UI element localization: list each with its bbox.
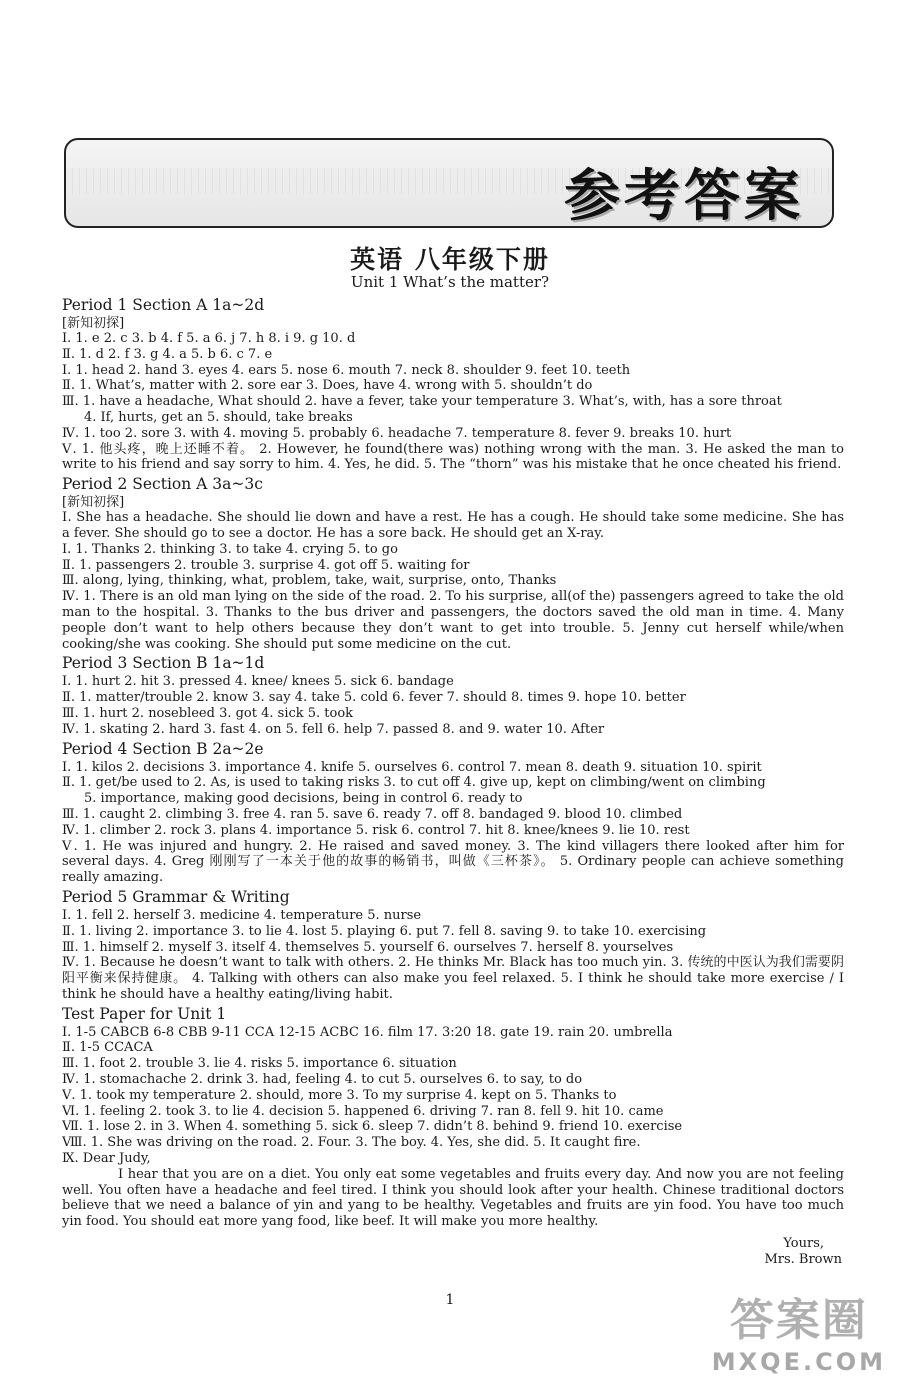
section-heading: Period 2 Section A 3a~3c — [62, 475, 263, 494]
answer-line: Ⅲ. 1. caught 2. climbing 3. free 4. ran 5. save 6. ready 7. off 8. bandaged 9. blood 10. climbed — [62, 806, 683, 822]
answer-line: 4. If, hurts, get an 5. should, take breaks — [84, 409, 353, 425]
answer-line: Ⅰ. 1. hurt 2. hit 3. pressed 4. knee/ knees 5. sick 6. bandage — [62, 674, 454, 690]
answer-paragraph: Ⅳ. 1. Because he doesn’t want to talk with others. 2. He thinks Mr. Black has too much yin. 3. 传统的中医认为我们需要阴阳平衡来保持健康。 4. Talking with others can also make you feel relaxed. 5. I think he should take more exercise / I think he should have a healthy eating/living habit. — [62, 955, 844, 1002]
answer-line: Ⅰ. 1. head 2. hand 3. eyes 4. ears 5. nose 6. mouth 7. neck 8. shoulder 9. feet 10. teeth — [62, 362, 631, 378]
answer-line: Ⅳ. 1. skating 2. hard 3. fast 4. on 5. fell 6. help 7. passed 8. and 9. water 10. After — [62, 721, 605, 737]
section-heading: Period 4 Section B 2a~2e — [62, 739, 264, 758]
answer-line: Ⅰ. 1. Thanks 2. thinking 3. to take 4. crying 5. to go — [62, 541, 398, 557]
answer-paragraph: Ⅴ. 1. 他头疼，晚上还睡不着。 2. However, he found(there was) nothing wrong with the man. 3. He asked the man to write to his friend and say sorry to him. 4. Yes, he did. 5. The “thorn” was his mistake that he once cheated his friend. — [62, 441, 844, 473]
answer-line: Ⅰ. 1. fell 2. herself 3. medicine 4. temperature 5. nurse — [62, 907, 422, 923]
unit-title: Unit 1 What’s the matter? — [350, 273, 550, 291]
answer-line: Ⅳ. 1. climber 2. rock 3. plans 4. importance 5. risk 6. control 7. hit 8. knee/knees 9. lie 10. rest — [62, 822, 690, 838]
answer-line: Ⅰ. 1. kilos 2. decisions 3. importance 4. knife 5. ourselves 6. control 7. mean 8. death 9. situation 10. spirit — [62, 759, 762, 775]
watermark-logo — [712, 1284, 886, 1376]
header-banner — [64, 138, 834, 228]
section-period-5 — [62, 887, 844, 1003]
answer-line: Ⅳ. 1. too 2. sore 3. with 4. moving 5. probably 6. headache 7. temperature 8. fever 9. breaks 10. hurt — [62, 425, 732, 441]
section-period-2 — [62, 474, 844, 652]
answer-paragraph: Ⅴ. 1. He was injured and hungry. 2. He raised and saved money. 3. The kind villagers there looked after him for several days. 4. Greg 刚刚写了一本关于他的故事的畅销书，叫做《三杯茶》。 5. Ordinary people can achieve something really amazing. — [62, 838, 844, 886]
section-heading: Test Paper for Unit 1 — [62, 1004, 227, 1023]
section-period-4 — [62, 739, 844, 886]
answer-line: Ⅳ. 1. stomachache 2. drink 3. had, feeling 4. to cut 5. ourselves 6. to say, to do — [62, 1072, 583, 1088]
answer-line: Ⅲ. along, lying, thinking, what, problem, take, wait, surprise, onto, Thanks — [62, 573, 557, 589]
letter-signature: Mrs. Brown — [764, 1252, 842, 1268]
section-heading: Period 5 Grammar & Writing — [62, 887, 290, 906]
answer-line: Ⅱ. 1-5 CCACA — [62, 1040, 153, 1056]
answer-line: Ⅱ. 1. passengers 2. trouble 3. surprise 4. got off 5. waiting for — [62, 557, 470, 573]
answer-line: Ⅰ. 1-5 CABCB 6-8 CBB 9-11 CCA 12-15 ACBC 16. film 17. 3:20 18. gate 19. rain 20. umbrella — [62, 1024, 673, 1040]
answer-line: Ⅲ. 1. foot 2. trouble 3. lie 4. risks 5. importance 6. situation — [62, 1056, 457, 1072]
answer-line: Ⅲ. 1. hurt 2. nosebleed 3. got 4. sick 5. took — [62, 705, 354, 721]
banner-title: 参考答案 — [564, 164, 804, 229]
answer-line: Ⅰ. 1. e 2. c 3. b 4. f 5. a 6. j 7. h 8. i 9. g 10. d — [62, 331, 356, 346]
section-period-1 — [62, 295, 844, 473]
answer-paragraph: Ⅳ. 1. There is an old man lying on the side of the road. 2. To his surprise, all(of the) passengers agreed to take the old man to the hospital. 3. Thanks to the bus driver and passengers, the doctors saved the old man in time. 4. Many people don’t want to help others because they don’t want to get into trouble. 5. Jenny cut herself while/when cooking/she was cooking. She should put some medicine on the cut. — [62, 589, 844, 652]
answer-line: Ⅲ. 1. himself 2. myself 3. itself 4. themselves 5. yourself 6. ourselves 7. herself 8. yourselves — [62, 939, 674, 955]
answer-line: Ⅵ. 1. feeling 2. took 3. to lie 4. decision 5. happened 6. driving 7. ran 8. fell 9. hit 10. came — [62, 1103, 664, 1119]
answer-line: Ⅱ. 1. d 2. f 3. g 4. a 5. b 6. c 7. e — [62, 346, 273, 362]
answer-line: Ⅱ. 1. living 2. importance 3. to lie 4. lost 5. playing 6. put 7. fell 8. saving 9. to take 10. exercising — [62, 923, 707, 939]
letter-salutation: Ⅸ. Dear Judy, — [62, 1151, 151, 1167]
answer-line: Ⅱ. 1. get/be used to 2. As, is used to taking risks 3. to cut off 4. give up, kept on climbing/went on climbing — [62, 775, 766, 791]
letter-signoff — [62, 1236, 844, 1268]
answer-content — [62, 294, 844, 1268]
answer-line: 5. importance, making good decisions, being in control 6. ready to — [84, 791, 523, 807]
answer-line: Ⅱ. 1. matter/trouble 2. know 3. say 4. take 5. cold 6. fever 7. should 8. times 9. hope 10. better — [62, 690, 686, 706]
answer-line: Ⅶ. 1. lose 2. in 3. When 4. something 5. sick 6. sleep 7. didn’t 8. behind 9. friend 10. exercise — [62, 1119, 683, 1135]
letter-closing: Yours, — [783, 1236, 824, 1252]
page-number: 1 — [445, 1292, 455, 1308]
section-period-3 — [62, 653, 844, 737]
section-heading: Period 1 Section A 1a~2d — [62, 296, 265, 314]
section-tag: [新知初探] — [62, 495, 125, 511]
section-test-paper — [62, 1004, 844, 1268]
watermark-glyphs: 答案圈 — [729, 1295, 868, 1346]
answer-line: Ⅴ. 1. took my temperature 2. should, more 3. To my surprise 4. kept on 5. Thanks to — [62, 1087, 617, 1103]
answer-line: Ⅷ. 1. She was driving on the road. 2. Four. 3. The boy. 4. Yes, she did. 5. It caught fire. — [62, 1135, 641, 1151]
book-title: 英语 八年级下册 — [350, 245, 550, 274]
answer-paragraph: Ⅰ. She has a headache. She should lie down and have a rest. He has a cough. He should take some medicine. She has a fever. She should go to see a doctor. He has a sore back. He should get an X-ray. — [62, 510, 844, 541]
answer-line: Ⅲ. 1. have a headache, What should 2. have a fever, take your temperature 3. What’s, with, has a sore throat — [62, 394, 782, 410]
letter-body: I hear that you are on a diet. You only eat some vegetables and fruits every day. And now you are not feeling well. You often have a headache and feel tired. I think you should look after your health. Chinese traditional doctors believe that we need a balance of yin and yang to be healthy. Vegetables and fruits are yin food. You have too much yin food. You should eat more yang food, like beef. It will make you more healthy. — [62, 1166, 844, 1230]
section-tag: [新知初探] — [62, 316, 125, 331]
watermark-url: MXQE.COM — [711, 1348, 886, 1376]
section-heading: Period 3 Section B 1a~1d — [62, 654, 265, 673]
answer-line: Ⅱ. 1. What’s, matter with 2. sore ear 3. Does, have 4. wrong with 5. shouldn’t do — [62, 378, 593, 394]
